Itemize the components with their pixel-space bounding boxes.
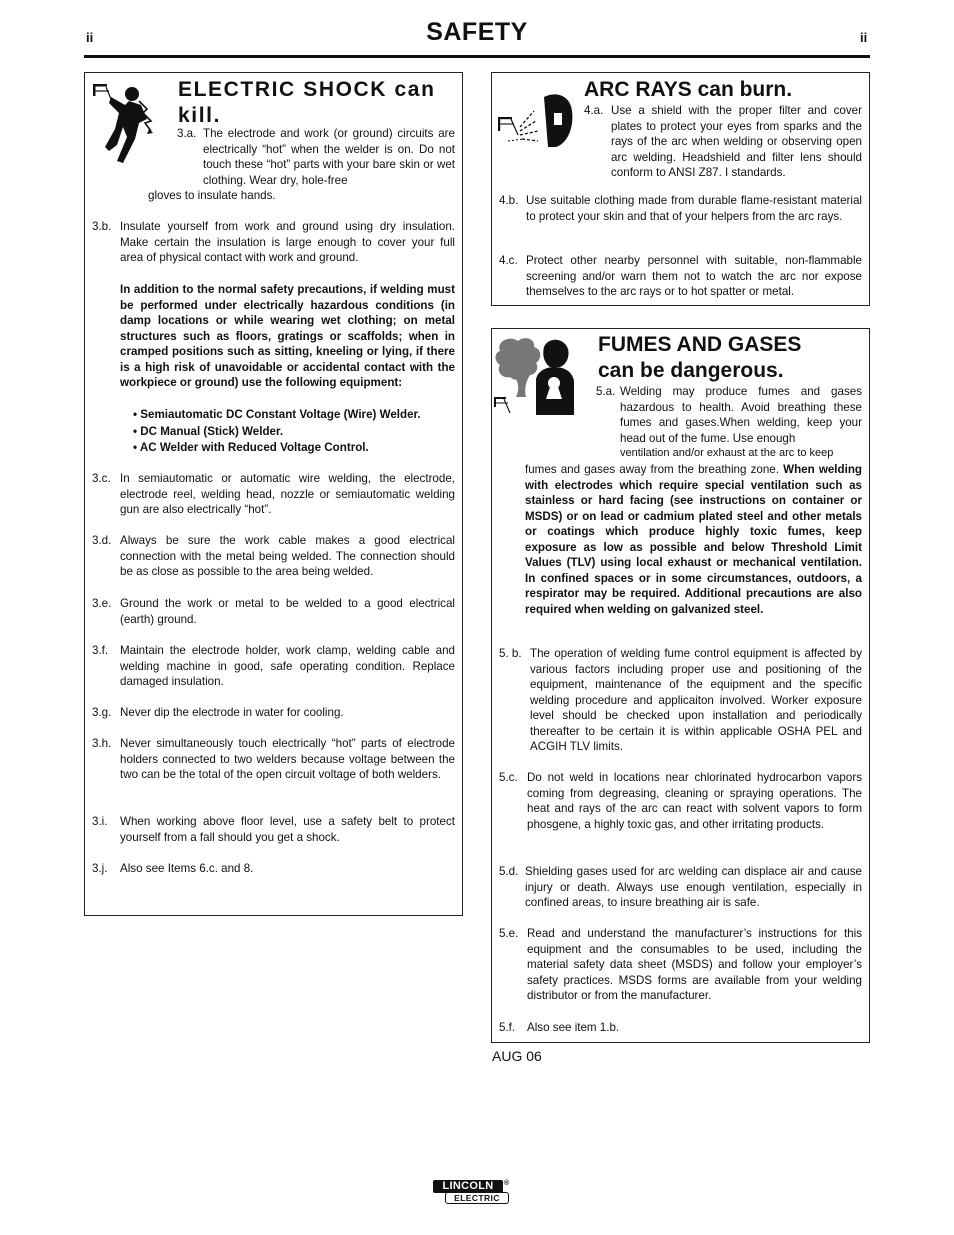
- electric-shock-icon: [89, 79, 171, 167]
- item-4c: [499, 253, 862, 300]
- equipment-bullet: • AC Welder with Reduced Voltage Control.: [133, 441, 369, 454]
- page-number-left: ii: [86, 30, 94, 45]
- item-3b-warning: In addition to the normal safety precautions, if welding must be performed under electrically hazardous conditions (in damp locations or while wearing wet clothing; on metal structures such as floors, gratings or scaffolds; when in cramped positions such as sitting, kneeling or lying, if there is a high risk of unavoidable or accidental contact with the workpiece or ground) use the following equipment:: [120, 283, 455, 389]
- item-3g: [92, 705, 455, 721]
- item-text: Use suitable clothing made from durable flame-resistant material to protect your skin and that of your helpers from the arc rays.: [526, 194, 862, 223]
- item-number: 3.b.: [92, 220, 112, 233]
- equipment-bullet: • Semiautomatic DC Constant Voltage (Wire) Welder.: [133, 408, 421, 421]
- item-text: Also see item 1.b.: [527, 1021, 620, 1034]
- item-3d: [92, 533, 455, 580]
- item-3i: [92, 814, 455, 845]
- item-text: The operation of welding fume control equipment is affected by various factors including proper use and positioning of the equipment, maintenance of the equipment and the specific welding procedure and applicaiton involved. Worker exposure level should be checked upon installation and periodically thereafter to be certain it is within applicable OSHA PEL and ACGIH TLV limits.: [530, 647, 862, 753]
- item-text: Also see Items 6.c. and 8.: [120, 862, 254, 875]
- item-3a-continuation: gloves to insulate hands.: [148, 189, 276, 202]
- item-3f: [92, 643, 455, 690]
- item-number: 5.f.: [499, 1021, 516, 1034]
- item-number: 3.g.: [92, 706, 112, 719]
- item-text: Never dip the electrode in water for cooling.: [120, 706, 344, 719]
- item-number: 5.c.: [499, 771, 518, 784]
- item-3c: [92, 471, 455, 518]
- title-rule: [84, 55, 870, 58]
- item-5a: [596, 384, 862, 462]
- item-number: 4.a.: [584, 104, 604, 117]
- item-text: Maintain the electrode holder, work clamp, welding cable and welding machine in good, safe operating condition. Replace damaged insulation.: [120, 644, 455, 688]
- item-number: 5. b.: [499, 647, 522, 660]
- fumes-gases-heading: FUMES AND GASES can be dangerous.: [598, 333, 802, 382]
- arc-rays-icon: [496, 91, 580, 155]
- item-text: Never simultaneously touch electrically “hot” parts of electrode holders connected to two welders because voltage between the two can be the total of the open circuit voltage of both welders.: [120, 737, 455, 781]
- item-5c: [499, 770, 862, 832]
- item-text: Welding may produce fumes and gases hazardous to health. Avoid breathing these fumes and gases.When welding, keep your head out of the fume. Use enough: [620, 385, 862, 445]
- equipment-bullet: • DC Manual (Stick) Welder.: [133, 425, 284, 438]
- item-number: 3.h.: [92, 737, 112, 750]
- arc-rays-section: [491, 72, 870, 306]
- item-text: Shielding gases used for arc welding can displace air and cause injury or death. Always use enough ventilation, especially in confined areas, to insure breathing air is safe.: [525, 865, 862, 909]
- revision-date: AUG 06: [492, 1048, 542, 1064]
- item-number: 3.j.: [92, 862, 108, 875]
- item-3a: [177, 126, 455, 188]
- item-number: 5.d.: [499, 865, 519, 878]
- electric-shock-heading: ELECTRIC SHOCK can kill.: [178, 78, 436, 127]
- logo-registered-mark: ®: [504, 1180, 510, 1187]
- page-number-right: ii: [860, 30, 868, 45]
- item-number: 3.f.: [92, 644, 109, 657]
- item-text: Always be sure the work cable makes a good electrical connection with the metal being welded. The connection should be as close as possible to the area being welded.: [120, 534, 455, 578]
- arc-rays-heading: ARC RAYS can burn.: [584, 78, 793, 101]
- item-3h: [92, 736, 455, 783]
- item-number: 4.b.: [499, 194, 519, 207]
- item-text: Protect other nearby personnel with suitable, non-flammable screening and/or warn them not to watch the arc nor expose themselves to the arc rays or to hot spatter or metal.: [526, 254, 862, 298]
- item-5b: [499, 646, 862, 755]
- logo-bottom-text: ELECTRIC: [454, 1193, 500, 1203]
- item-text: Use a shield with the proper filter and cover plates to protect your eyes from sparks and the rays of the arc when welding or observing open arc welding. Headshield and filter lens should conform to ANSI Z87. I standards.: [611, 104, 862, 179]
- item-number: 3.a.: [177, 127, 197, 140]
- page-title: SAFETY: [426, 18, 528, 46]
- item-text: Insulate yourself from work and ground using dry insulation. Make certain the insulation is large enough to cover your full area of physical contact with work and ground.: [120, 220, 455, 264]
- lincoln-electric-logo: [433, 1180, 511, 1206]
- item-text: Do not weld in locations near chlorinated hydrocarbon vapors coming from degreasing, cleaning or spraying operations. The heat and rays of the arc can react with solvent vapors to form phosgene, a highly toxic gas, and other irritating products.: [527, 771, 862, 831]
- item-text: Ground the work or metal to be welded to a good electrical (earth) ground.: [120, 597, 455, 626]
- electric-shock-section: [84, 72, 463, 916]
- item-4b: [499, 193, 862, 224]
- item-text: In semiautomatic or automatic wire welding, the electrode, electrode reel, welding head, nozzle or semiautomatic welding gun are also electrically “hot”.: [120, 472, 455, 516]
- item-number: 3.e.: [92, 597, 112, 610]
- item-number: 4.c.: [499, 254, 518, 267]
- item-number: 3.c.: [92, 472, 111, 485]
- item-text-continued: ventilation and/or exhaust at the arc to keep: [620, 447, 834, 459]
- item-text: When working above floor level, use a safety belt to protect yourself from a fall should you get a shock.: [120, 815, 455, 844]
- item-number: 3.d.: [92, 534, 112, 547]
- item-text: Read and understand the manufacturer’s instructions for this equipment and the consumables to be used, including the material safety data sheet (MSDS) and follow your employer’s safety practices. MSDS forms are available from your welding distributor or from the manufacturer.: [527, 927, 862, 1002]
- item-5a-warning: When welding with electrodes which require special ventilation such as stainless or hard facing (see instructions on container or MSDS) or on lead or cadmium plated steel and other metals or coatings which produce highly toxic fumes, keep exposure as low as possible and below Threshold Limit Values (TLV) using local exhaust or mechanical ventilation. In confined spaces or in some circumstances, outdoors, a respirator may be required. Additional precautions are also required when welding on galvanized steel.: [525, 463, 862, 616]
- fumes-gases-section: [491, 328, 870, 1043]
- item-number: 5.e.: [499, 927, 519, 940]
- item-text: The electrode and work (or ground) circuits are electrically “hot” when the welder is on. Do not touch these “hot” parts with your bare skin or wet clothing. Wear dry, hole-free: [203, 127, 455, 187]
- logo-top-text: LINCOLN: [442, 1180, 494, 1192]
- item-number: 3.i.: [92, 815, 108, 828]
- item-5e: [499, 926, 862, 1004]
- fumes-gases-icon: [494, 335, 580, 417]
- item-number: 5.a.: [596, 385, 616, 398]
- item-5a-continuation: fumes and gases away from the breathing zone. When welding with electrodes which require special ventilation such as stainless or hard facing (see instructions on container or MSDS) or on lead or cadmium plated steel and other metals or coatings which produce highly toxic fumes, keep exposure as low as possible and below Threshold Limit Values (TLV) using local exhaust or mechanical ventilation. In confined spaces or in some circumstances, outdoors, a respirator may be required. Additional precautions are also required when welding on galvanized steel.: [525, 463, 862, 616]
- item-3j: [92, 861, 455, 877]
- item-4a: [584, 103, 862, 181]
- item-5d: [499, 864, 862, 911]
- item-3e: [92, 596, 455, 627]
- item-3b: [92, 219, 455, 266]
- item-5f: [499, 1020, 862, 1036]
